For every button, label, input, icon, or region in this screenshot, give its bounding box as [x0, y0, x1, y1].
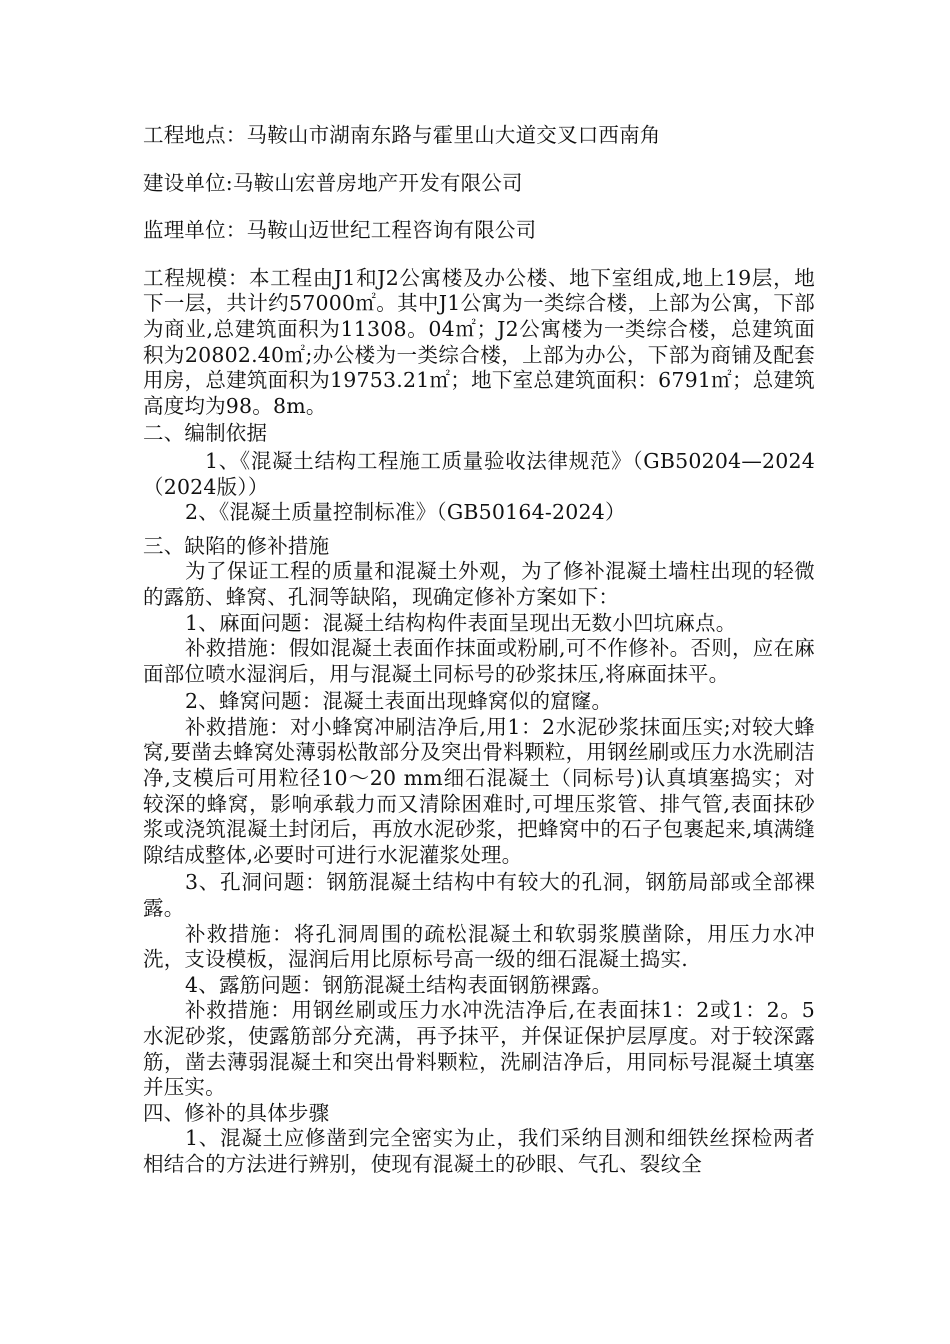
section-4-title: 四、修补的具体步骤	[143, 1100, 330, 1125]
basis-item-1: 1、《混凝土结构工程施工质量验收法律规范》（GB50204—2024（2024版））	[143, 448, 815, 499]
remedy-3: 补救措施：将孔洞周围的疏松混凝土和软弱浆膜凿除，用压力水冲洗，支设模板，湿润后用比原标号高一级的细石混凝土捣实.	[143, 921, 815, 972]
issue-4: 4、露筋问题：钢筋混凝土结构表面钢筋裸露。	[185, 972, 613, 997]
document-body	[143, 123, 815, 1178]
section-3-title: 三、缺陷的修补措施	[143, 533, 330, 558]
step-1: 1、混凝土应修凿到完全密实为止，我们采纳目测和细铁丝探检两者相结合的方法进行辨别，使现有混凝土的砂眼、气孔、裂纹全	[143, 1126, 815, 1176]
remedy-1: 补救措施：假如混凝土表面作抹面或粉刷,可不作修补。否则，应在麻面部位喷水湿润后，用与混凝土同标号的砂浆抹压,将麻面抹平。	[143, 636, 815, 686]
intro-paragraph: 为了保证工程的质量和混凝土外观，为了修补混凝土墙柱出现的轻微的露筋、蜂窝、孔洞等缺陷，现确定修补方案如下：	[143, 559, 815, 609]
issue-1: 1、麻面问题：混凝土结构构件表面呈现出无数小凹坑麻点。	[185, 610, 737, 635]
builder-unit: 建设单位:马鞍山宏普房地产开发有限公司	[143, 170, 523, 195]
project-location: 工程地点：马鞍山市湖南东路与霍里山大道交叉口西南角	[143, 123, 661, 147]
section-2-title: 二、编制依据	[143, 421, 268, 446]
project-scale: 工程规模：本工程由J1和J2公寓楼及办公楼、地下室组成,地上19层，地下一层，共计约57000㎡。其中J1公寓为一类综合楼，上部为公寓，下部为商业,总建筑面积为11308。04㎡；J2公寓楼为一类综合楼，总建筑面积为20802.40㎡;办公楼为一类综合楼，上部为办公，下部为商铺及配套用房，总建筑面积为19753.21㎡；地下室总建筑面积：6791㎡；总建筑高度均为98。8m。	[143, 265, 815, 418]
basis-item-2: 2、《混凝土质量控制标准》（GB50164-2024）	[185, 500, 626, 525]
supervisor-unit: 监理单位：马鞍山迈世纪工程咨询有限公司	[143, 218, 537, 243]
remedy-4: 补救措施：用钢丝刷或压力水冲洗洁净后,在表面抹1：2或1：2。5水泥砂浆，使露筋部分充满，再予抹平，并保证保护层厚度。对于较深露筋，凿去薄弱混凝土和突出骨料颗粒，洗刷洁净后，用同标号混凝土填塞并压实。	[143, 998, 815, 1100]
issue-2: 2、蜂窝问题：混凝土表面出现蜂窝似的窟窿。	[185, 689, 613, 714]
issue-3: 3、孔洞问题：钢筋混凝土结构中有较大的孔洞，钢筋局部或全部裸露。	[143, 870, 815, 921]
remedy-2: 补救措施：对小蜂窝冲刷洁净后,用1：2水泥砂浆抹面压实;对较大蜂窝,要凿去蜂窝处薄弱松散部分及突出骨料颗粒，用钢丝刷或压力水洗刷洁净,支模后可用粒径10～20 mm细石混凝土（同标号)认真填塞捣实；对较深的蜂窝，影响承载力而又清除困难时,可埋压浆管、排气管,表面抹砂浆或浇筑混凝土封闭后，再放水泥砂浆，把蜂窝中的石子包裹起来,填满缝隙结成整体,必要时可进行水泥灌浆处理。	[143, 714, 815, 867]
